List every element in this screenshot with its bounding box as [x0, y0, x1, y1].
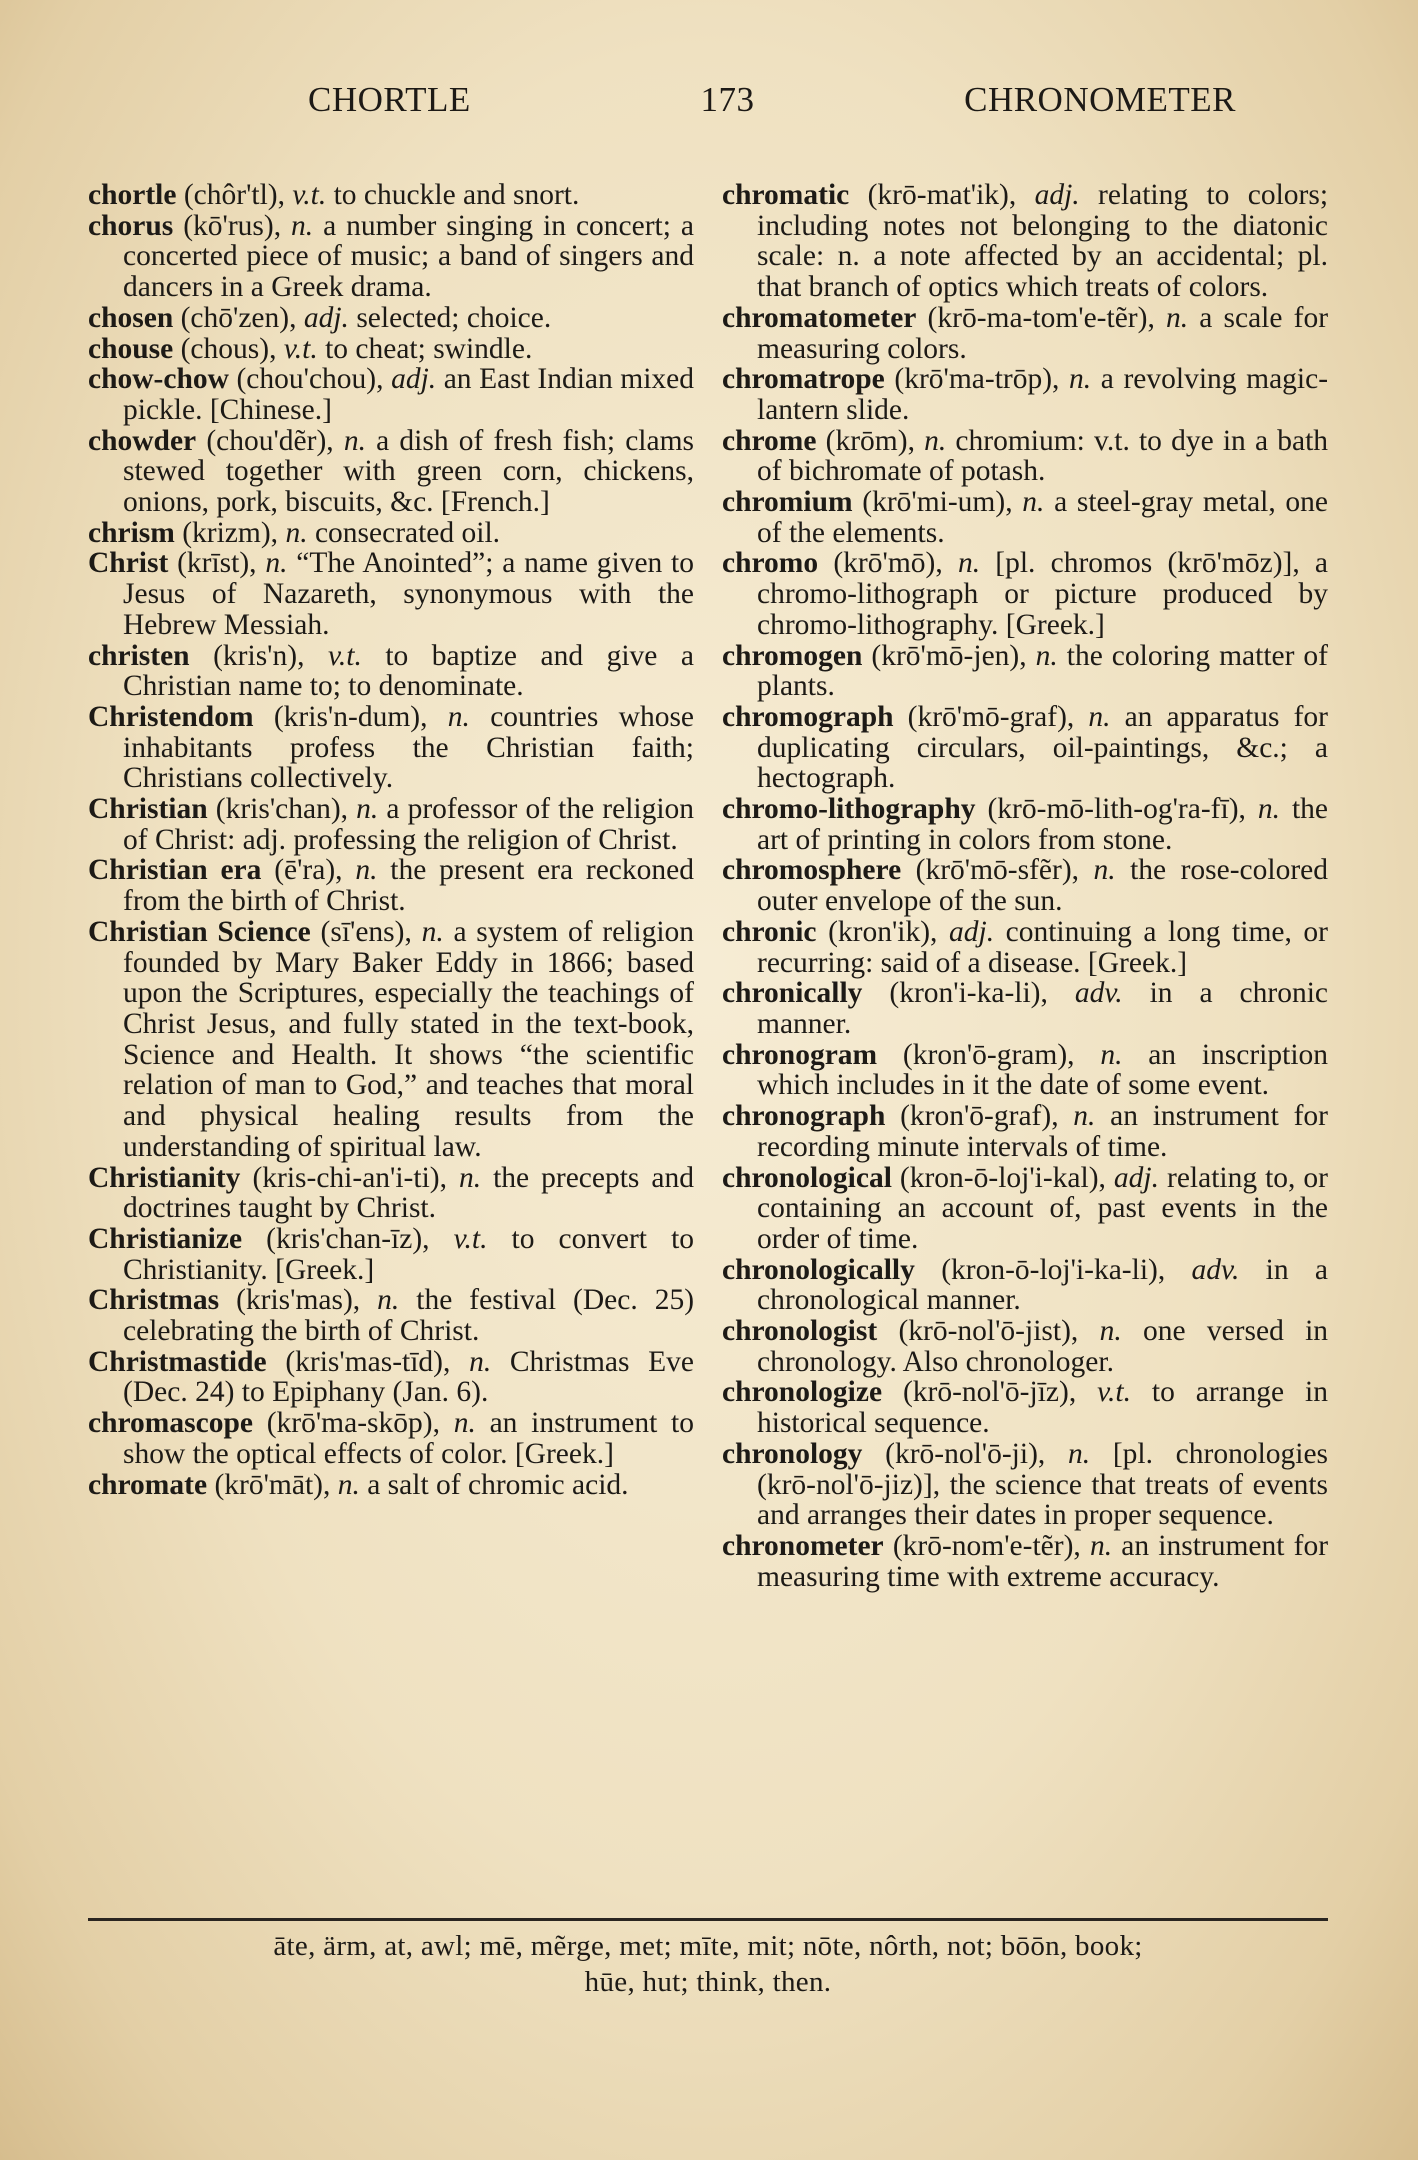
headword: chromatrope — [722, 363, 885, 396]
part-of-speech: n. — [421, 915, 444, 948]
definition: in a chronological manner. — [757, 1253, 1329, 1317]
headword: chronologist — [722, 1315, 878, 1348]
dictionary-entry — [88, 518, 694, 549]
footer-rule — [88, 1918, 1328, 1921]
headword: chronically — [722, 977, 863, 1010]
definition: an apparatus for duplicating circulars, oil-paintings, &c.; a hectograph. — [757, 700, 1329, 795]
definition: the present era reckoned from the birth of Christ. — [123, 854, 694, 918]
pronunciation-key-line-1: āte, ärm, at, awl; mē, mẽrge, met; mīte, mit; nōte, nôrth, not; bōōn, book; — [273, 1930, 1143, 1962]
part-of-speech: n. — [1100, 1038, 1123, 1071]
pronunciation: (sī'ens), — [320, 915, 412, 948]
definition: an instrument for measuring time with extreme accuracy. — [757, 1529, 1329, 1593]
pronunciation: (kris'n), — [213, 639, 305, 672]
dictionary-entry — [88, 1408, 694, 1469]
part-of-speech: n. — [957, 547, 981, 580]
pronunciation: (chou'chou), — [236, 363, 384, 396]
definition: a system of religion founded by Mary Baker Eddy in 1866; based upon the Scriptures, especially the teachings of Christ Jesus, and fully stated in the text-book, Science and Health. It shows “the scientific relation of man to God,” and teaches that moral and physical healing results from the understanding of spiritual law. — [123, 915, 695, 1163]
headword: chromatometer — [722, 301, 917, 334]
pronunciation: (kris'mas), — [236, 1284, 361, 1317]
headword: chromosphere — [722, 854, 902, 887]
pronunciation: (krō-ma-tom'e-tẽr), — [927, 301, 1155, 334]
pronunciation: (krō-nol'ō-jist), — [898, 1315, 1079, 1348]
dictionary-entry — [88, 303, 694, 334]
dictionary-entry — [88, 1470, 694, 1501]
definition: to arrange in historical sequence. — [757, 1376, 1329, 1440]
definition: an instrument to show the optical effects of color. [Greek.] — [123, 1407, 694, 1470]
part-of-speech: adj. — [949, 915, 995, 948]
definition: [pl. chromos (krō'mōz)], a chromo-lithograph or picture produced by chromo-lithography. [Greek.] — [757, 547, 1329, 641]
dictionary-entry — [722, 917, 1328, 978]
part-of-speech: n. — [1069, 363, 1092, 396]
pronunciation: (chôr'tl), — [183, 179, 285, 211]
dictionary-entry — [88, 364, 694, 425]
definition: a salt of chromic acid. — [367, 1468, 629, 1501]
dictionary-entry — [88, 211, 694, 303]
headword: chromograph — [722, 700, 894, 733]
dictionary-entry — [88, 641, 694, 702]
definition: selected; choice. — [356, 301, 552, 334]
definition: a revolving magic-lantern slide. — [757, 363, 1329, 426]
dictionary-entry — [722, 794, 1328, 855]
pronunciation: (krō'ma-skōp), — [266, 1407, 440, 1440]
part-of-speech: v.t. — [453, 1222, 488, 1255]
part-of-speech: n. — [1165, 301, 1189, 334]
definition: the precepts and doctrines taught by Christ. — [123, 1161, 695, 1225]
headword: chronic — [722, 915, 817, 948]
part-of-speech: n. — [1099, 1315, 1122, 1348]
dictionary-entry — [88, 1224, 694, 1285]
headword: chromo-lithography — [722, 793, 976, 826]
part-of-speech: n. — [447, 700, 470, 733]
headword: Christian era — [88, 854, 262, 887]
part-of-speech: n. — [453, 1407, 476, 1440]
part-of-speech: adj. — [1034, 179, 1080, 211]
part-of-speech: adj. — [1113, 1161, 1159, 1194]
headword: Christmastide — [88, 1345, 267, 1378]
dictionary-entry — [722, 548, 1328, 640]
headword: chronometer — [722, 1529, 884, 1562]
part-of-speech: n. — [1073, 1100, 1096, 1133]
pronunciation: (kris'n-dum), — [273, 700, 428, 733]
pronunciation: (krō'mō-sfẽr), — [915, 854, 1080, 887]
pronunciation: (kō'rus), — [183, 209, 282, 242]
part-of-speech: v.t. — [283, 332, 318, 365]
part-of-speech: n. — [924, 424, 947, 457]
definition: “The Anointed”; a name given to Jesus of Nazareth, synonymous with the Hebrew Messiah. — [123, 547, 695, 641]
pronunciation: (krō-nom'e-tẽr), — [892, 1529, 1081, 1562]
headword: Christian — [88, 793, 208, 826]
definition: chromium: v.t. to dye in a bath of bichromate of potash. — [757, 424, 1329, 488]
definition: relating to, or containing an account of, past events in the order of time. — [757, 1161, 1328, 1255]
part-of-speech: adj. — [303, 301, 349, 334]
dictionary-entry — [722, 303, 1328, 364]
headword: chromatic — [722, 179, 850, 211]
definition: an instrument for recording minute intervals of time. — [757, 1100, 1328, 1163]
part-of-speech: n. — [265, 547, 288, 580]
headword: chronological — [722, 1161, 892, 1194]
part-of-speech: n. — [1022, 486, 1045, 519]
headword: chromascope — [88, 1407, 253, 1440]
definition: the festival (Dec. 25) celebrating the birth of Christ. — [123, 1284, 695, 1348]
dictionary-entry — [88, 855, 694, 916]
left-guide-word: CHORTLE — [308, 80, 471, 119]
headword: chronologize — [722, 1376, 883, 1409]
pronunciation: (kris-chi-an'i-ti), — [252, 1161, 447, 1194]
pronunciation: (ē'ra), — [274, 854, 343, 887]
headword: Christianize — [88, 1222, 243, 1255]
part-of-speech: v.t. — [327, 639, 362, 672]
dictionary-entry — [722, 1316, 1328, 1377]
part-of-speech: n. — [1093, 854, 1116, 887]
headword: Christ — [88, 547, 169, 580]
dictionary-entry — [722, 426, 1328, 487]
pronunciation: (krizm), — [182, 516, 279, 549]
part-of-speech: v.t. — [1097, 1376, 1131, 1409]
part-of-speech: n. — [291, 209, 314, 242]
right-guide-word: CHRONOMETER — [964, 80, 1236, 119]
definition: to convert to Christianity. [Greek.] — [123, 1222, 695, 1286]
pronunciation: (kron'ō-gram), — [902, 1038, 1075, 1071]
pronunciation: (chou'dẽr), — [206, 424, 334, 457]
definition: a dish of fresh fish; clams stewed together with green corn, chickens, onions, pork, biscuits, &c. [French.] — [123, 424, 695, 519]
dictionary-entry — [722, 1439, 1328, 1531]
dictionary-entry — [88, 1163, 694, 1224]
dictionary-entry — [722, 364, 1328, 425]
pronunciation: (chō'zen), — [180, 301, 297, 334]
pronunciation: (krō-nol'ō-ji), — [885, 1437, 1046, 1470]
definition: the rose-colored outer envelope of the sun. — [757, 854, 1328, 918]
dictionary-entry — [88, 702, 694, 794]
pronunciation: (kron'i-ka-li), — [889, 977, 1048, 1010]
part-of-speech: n. — [469, 1345, 492, 1378]
part-of-speech: n. — [1257, 793, 1280, 826]
definition: a scale for measuring colors. — [757, 301, 1329, 365]
pronunciation: (kris'mas-tīd), — [285, 1345, 451, 1378]
dictionary-entry — [88, 548, 694, 640]
dictionary-entry — [722, 1101, 1328, 1162]
part-of-speech: n. — [285, 516, 308, 549]
part-of-speech: adv. — [1074, 977, 1123, 1010]
pronunciation-key-line-2: hūe, hut; think, then. — [584, 1966, 832, 1998]
definition: [pl. chronologies (krō-nol'ō-jiz)], the science that treats of events and arranges their dates in proper sequence. — [757, 1437, 1329, 1532]
headword: Christendom — [88, 700, 254, 733]
part-of-speech: n. — [1067, 1437, 1091, 1470]
definition: an East Indian mixed pickle. [Chinese.] — [123, 363, 695, 426]
headword: chromate — [88, 1468, 208, 1501]
headword: christen — [88, 639, 190, 672]
headword: Christianity — [88, 1161, 241, 1194]
dictionary-entry — [88, 180, 694, 211]
definition: continuing a long time, or recurring: said of a disease. [Greek.] — [757, 915, 1328, 979]
pronunciation: (krīst), — [177, 547, 257, 580]
headword: chouse — [88, 332, 174, 365]
dictionary-entry — [88, 794, 694, 855]
headword: chronology — [722, 1437, 863, 1470]
headword: chosen — [88, 301, 174, 334]
pronunciation: (krō'mō-graf), — [907, 700, 1075, 733]
part-of-speech: n. — [337, 1468, 360, 1501]
definition: Christmas Eve (Dec. 24) to Epiphany (Jan. 6). — [123, 1345, 695, 1409]
dictionary-entry — [722, 702, 1328, 794]
headword: Christmas — [88, 1284, 220, 1317]
dictionary-entry — [722, 1163, 1328, 1255]
headword: chronologically — [722, 1253, 915, 1286]
running-header — [88, 80, 1328, 136]
definition: a professor of the religion of Christ: adj. professing the religion of Christ. — [123, 793, 695, 856]
part-of-speech: n. — [1088, 700, 1111, 733]
part-of-speech: n. — [356, 793, 379, 826]
part-of-speech: adv. — [1191, 1253, 1240, 1286]
dictionary-entry — [722, 1040, 1328, 1101]
definition: in a chronic manner. — [757, 977, 1329, 1040]
headword: chrism — [88, 516, 175, 549]
part-of-speech: n. — [343, 424, 366, 457]
headword: Christian Science — [88, 915, 311, 948]
pronunciation: (krō'mō-jen), — [871, 639, 1027, 672]
pronunciation: (chous), — [180, 332, 277, 365]
pronunciation: (krō-mō-lith-og'ra-fī), — [987, 793, 1246, 826]
dictionary-entry — [722, 978, 1328, 1039]
page-number: 173 — [700, 80, 755, 119]
definition: to cheat; swindle. — [325, 332, 533, 365]
headword: chromium — [722, 486, 853, 519]
part-of-speech: n. — [355, 854, 378, 887]
pronunciation: (kris'chan-īz), — [266, 1222, 430, 1255]
pronunciation: (krō'māt), — [214, 1468, 331, 1501]
part-of-speech: v.t. — [292, 179, 327, 211]
pronunciation: (krō'ma-trōp), — [894, 363, 1060, 396]
definition: an inscription which includes in it the date of some event. — [757, 1038, 1329, 1102]
pronunciation: (kron-ō-loj'i-kal), — [899, 1161, 1106, 1194]
headword: chow-chow — [88, 363, 229, 396]
pronunciation: (kron-ō-loj'i-ka-li), — [941, 1253, 1166, 1286]
left-column — [88, 180, 694, 1592]
headword: chowder — [88, 424, 197, 457]
part-of-speech: adj. — [391, 363, 437, 396]
headword: chronogram — [722, 1038, 878, 1071]
right-column — [722, 180, 1328, 1592]
dictionary-entry — [88, 1347, 694, 1408]
pronunciation: (kron'ō-graf), — [900, 1100, 1059, 1133]
dictionary-entry — [88, 917, 694, 1163]
headword: chrome — [722, 424, 817, 457]
pronunciation: (kris'chan), — [215, 793, 349, 826]
pronunciation: (krō-nol'ō-jīz), — [902, 1376, 1077, 1409]
pronunciation: (kron'ik), — [828, 915, 938, 948]
dictionary-entry — [722, 1531, 1328, 1592]
part-of-speech: n. — [458, 1161, 482, 1194]
dictionary-entry — [88, 334, 694, 365]
dictionary-page — [88, 80, 1328, 1592]
pronunciation: (krō'mi-um), — [862, 486, 1013, 519]
part-of-speech: n. — [1035, 639, 1058, 672]
definition: a steel-gray metal, one of the elements. — [757, 486, 1329, 549]
dictionary-entry — [722, 180, 1328, 303]
dictionary-entry — [88, 426, 694, 518]
dictionary-entry — [722, 641, 1328, 702]
definition: the coloring matter of plants. — [757, 639, 1329, 703]
dictionary-entry — [722, 487, 1328, 548]
headword: chromogen — [722, 639, 863, 672]
dictionary-entry — [722, 855, 1328, 916]
headword: chromo — [722, 547, 819, 580]
definition: the art of printing in colors from stone. — [757, 793, 1329, 856]
dictionary-entry — [88, 1285, 694, 1346]
part-of-speech: n. — [377, 1284, 400, 1317]
pronunciation-key — [88, 1928, 1328, 2000]
pronunciation: (krōm), — [825, 424, 915, 457]
pronunciation: (krō-mat'ik), — [867, 179, 1017, 211]
headword: chronograph — [722, 1100, 886, 1133]
definition: consecrated oil. — [314, 516, 501, 549]
part-of-speech: n. — [1089, 1529, 1113, 1562]
pronunciation: (krō'mō), — [833, 547, 943, 580]
definition: a number singing in concert; a concerted piece of music; a band of singers and dancers in a Greek drama. — [123, 209, 694, 304]
definition: to baptize and give a Christian name to; to denominate. — [123, 639, 694, 703]
headword: chortle — [88, 179, 177, 211]
headword: chorus — [88, 209, 174, 242]
definition: relating to colors; including notes not belonging to the diatonic scale: n. a note affected by an accidental; pl. that branch of optics which treats of colors. — [757, 179, 1329, 304]
definition: countries whose inhabitants profess the Christian faith; Christians collectively. — [123, 700, 695, 795]
definition: to chuckle and snort. — [333, 179, 580, 211]
definition: one versed in chronology. Also chronologer. — [757, 1315, 1329, 1378]
dictionary-entry — [722, 1255, 1328, 1316]
dictionary-entry — [722, 1377, 1328, 1438]
